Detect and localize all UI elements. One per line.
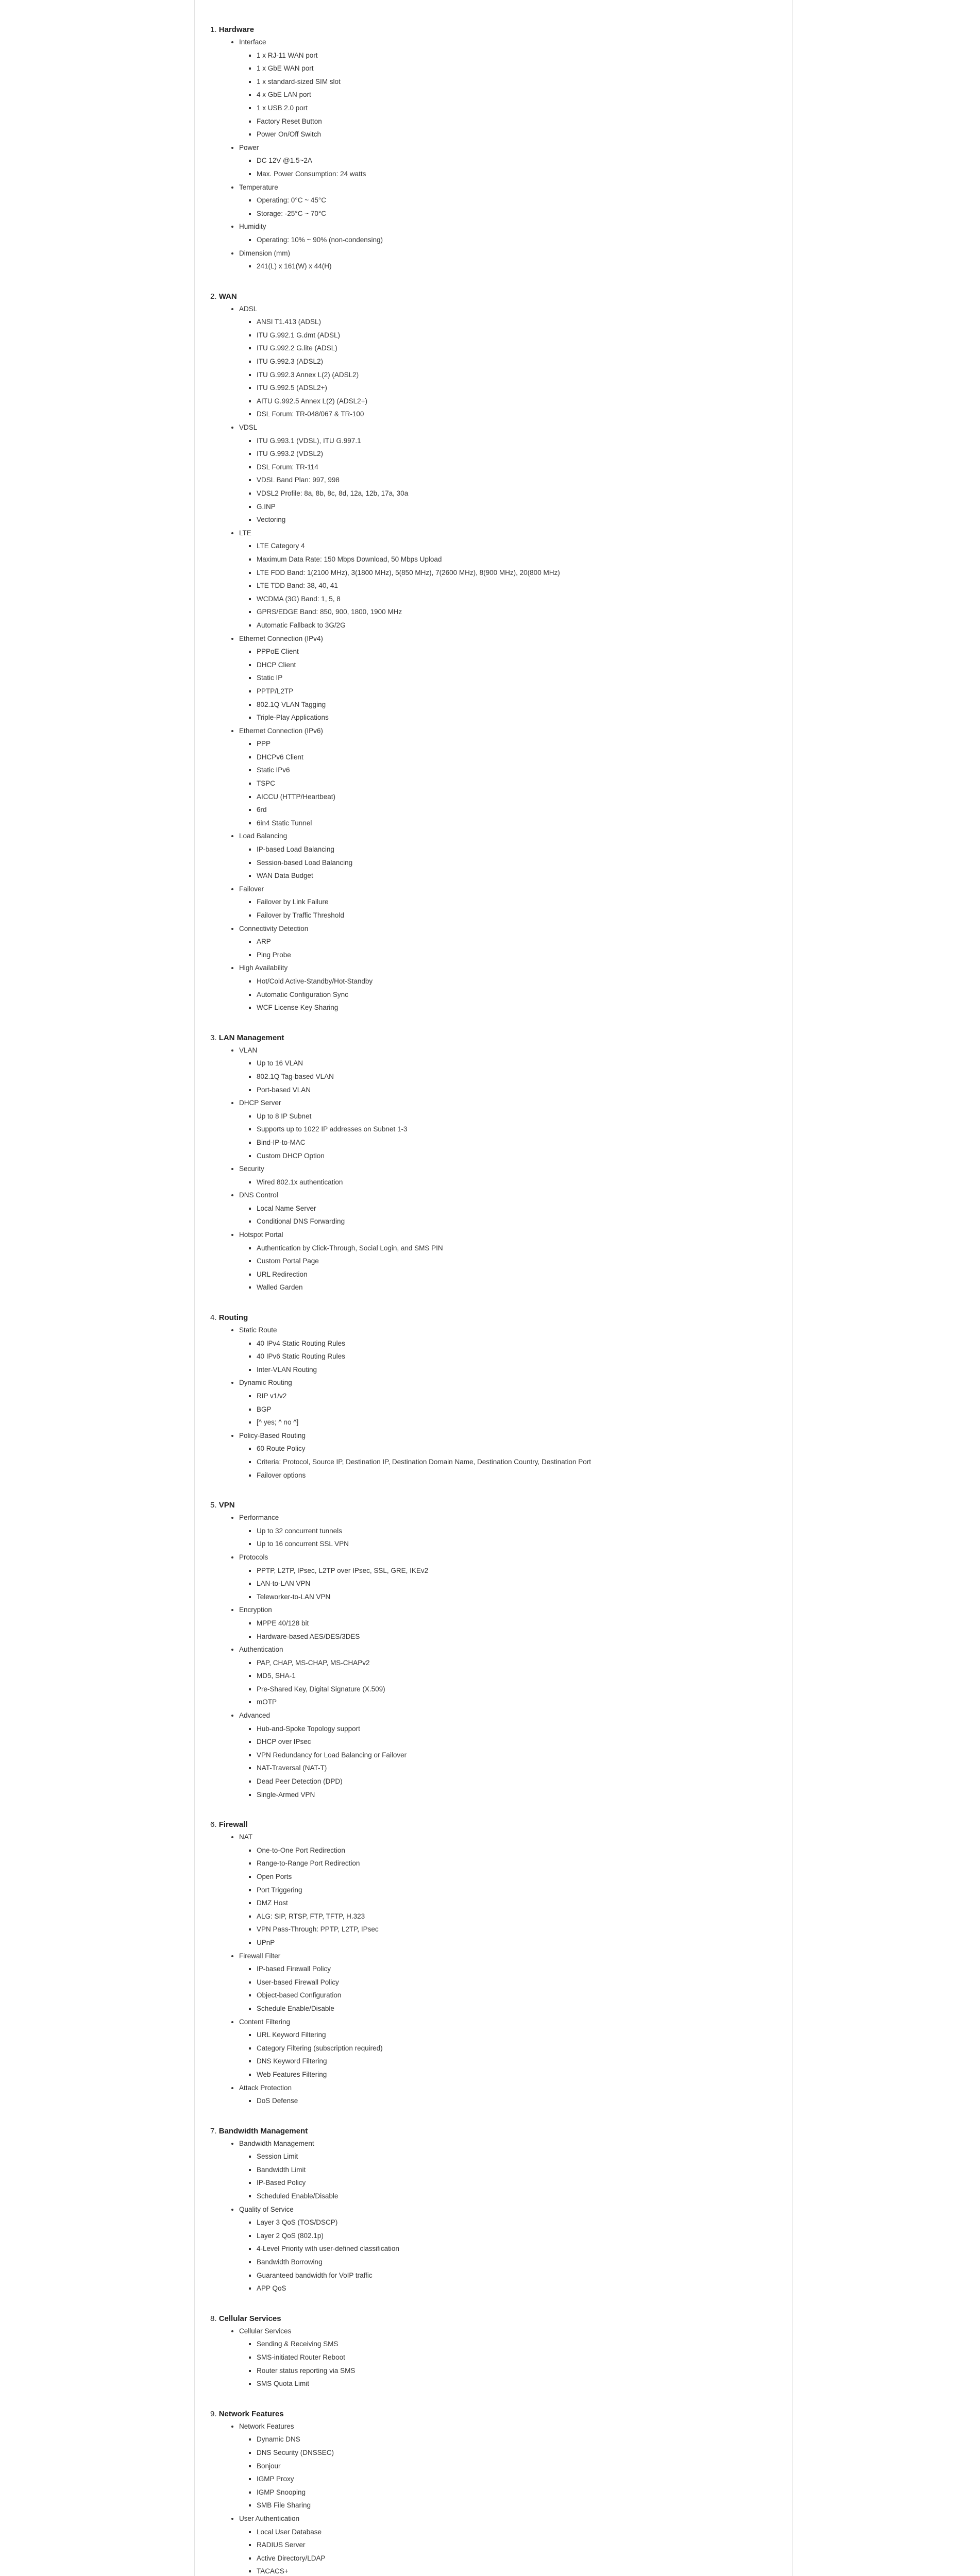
feature-item: ▪ Vectoring xyxy=(257,513,777,527)
feature-list xyxy=(239,1110,777,1162)
feature-item: ▪ SMB File Sharing xyxy=(257,2499,777,2512)
category-list xyxy=(210,36,777,273)
category-item xyxy=(239,220,777,246)
spec-section xyxy=(210,1499,777,1801)
feature-item: ▪ Local User Database xyxy=(257,2526,777,2539)
category-label: NAT xyxy=(239,1833,252,1841)
feature-item: ▪ NAT-Traversal (NAT-T) xyxy=(257,1761,777,1775)
feature-item: ▪ BGP xyxy=(257,1403,777,1416)
category-label: Policy-Based Routing xyxy=(239,1431,306,1439)
feature-list xyxy=(239,194,777,220)
category-item xyxy=(239,2137,777,2203)
section-title: Firewall xyxy=(218,1820,248,1829)
section-title: VPN xyxy=(218,1501,235,1510)
category-item xyxy=(239,1429,777,1482)
spec-section xyxy=(210,2313,777,2391)
feature-item: ▪ Session Limit xyxy=(257,2150,777,2163)
category-label: Failover xyxy=(239,885,264,893)
feature-item: ▪ Router status reporting via SMS xyxy=(257,2364,777,2378)
feature-item: ▪ Open Ports xyxy=(257,1870,777,1884)
category-label: Quality of Service xyxy=(239,2205,294,2213)
feature-item: ▪ Layer 3 QoS (TOS/DSCP) xyxy=(257,2216,777,2229)
feature-item: ▪ DHCP Client xyxy=(257,658,777,672)
feature-item: ▪ Ping Probe xyxy=(257,948,777,962)
category-label: Protocols xyxy=(239,1553,268,1561)
feature-item: ▪ IP-based Firewall Policy xyxy=(257,1962,777,1976)
feature-item: ▪ IP-Based Policy xyxy=(257,2176,777,2190)
feature-list xyxy=(239,2216,777,2295)
category-item xyxy=(239,1511,777,1551)
feature-item: ▪ Bonjour xyxy=(257,2460,777,2473)
feature-list xyxy=(239,1176,777,1189)
feature-item: ▪ Failover options xyxy=(257,1469,777,1482)
category-list xyxy=(210,1044,777,1294)
feature-item: ▪ User-based Firewall Policy xyxy=(257,1976,777,1989)
feature-item: ▪ ITU G.992.5 (ADSL2+) xyxy=(257,381,777,395)
feature-list xyxy=(239,2433,777,2512)
feature-item: ▪ ITU G.993.2 (VDSL2) xyxy=(257,447,777,461)
section-title: Hardware xyxy=(218,25,255,34)
feature-list xyxy=(239,233,777,247)
category-label: Dynamic Routing xyxy=(239,1379,292,1387)
section-title: Routing xyxy=(218,1313,248,1323)
feature-item: ▪ 1 x GbE WAN port xyxy=(257,62,777,75)
section-title: LAN Management xyxy=(218,1033,284,1042)
feature-item: ▪ Walled Garden xyxy=(257,1281,777,1294)
feature-item: ▪ VDSL2 Profile: 8a, 8b, 8c, 8d, 12a, 12b, 17a, 30a xyxy=(257,487,777,500)
section-heading xyxy=(210,2408,777,2420)
feature-item: ▪ Triple-Play Applications xyxy=(257,711,777,724)
feature-item: ▪ DNS Security (DNSSEC) xyxy=(257,2446,777,2460)
feature-item: ▪ TSPC xyxy=(257,777,777,790)
category-item xyxy=(239,2015,777,2081)
section-number: 5. xyxy=(210,1501,217,1510)
spec-section xyxy=(210,291,777,1014)
section-title: WAN xyxy=(218,292,237,301)
category-item xyxy=(239,2325,777,2391)
feature-item: ▪ Static IPv6 xyxy=(257,764,777,777)
feature-item: ▪ Max. Power Consumption: 24 watts xyxy=(257,167,777,181)
category-item xyxy=(239,1950,777,2015)
feature-item: ▪ Sending & Receiving SMS xyxy=(257,2337,777,2351)
feature-item: ▪ One-to-One Port Redirection xyxy=(257,1844,777,1857)
feature-item: ▪ Bind-IP-to-MAC xyxy=(257,1136,777,1149)
feature-list xyxy=(239,1057,777,1096)
feature-list xyxy=(239,1962,777,2015)
feature-list xyxy=(239,935,777,961)
section-number: 8. xyxy=(210,2314,217,2323)
feature-item: ▪ Maximum Data Rate: 150 Mbps Download, 50 Mbps Upload xyxy=(257,553,777,566)
feature-item: ▪ DMZ Host xyxy=(257,1896,777,1910)
category-list xyxy=(210,1324,777,1482)
section-heading xyxy=(210,24,777,36)
feature-item: ▪ SMS-initiated Router Reboot xyxy=(257,2351,777,2364)
section-number: 1. xyxy=(210,25,217,34)
category-label: Interface xyxy=(239,38,266,46)
section-title: Cellular Services xyxy=(218,2314,281,2323)
category-item xyxy=(239,421,777,527)
category-item xyxy=(239,302,777,421)
feature-item: ▪ 802.1Q Tag-based VLAN xyxy=(257,1070,777,1083)
feature-item: ▪ Storage: -25°C ~ 70°C xyxy=(257,207,777,221)
feature-list xyxy=(239,737,777,829)
feature-item: ▪ Bandwidth Borrowing xyxy=(257,2256,777,2269)
feature-item: ▪ WAN Data Budget xyxy=(257,869,777,883)
feature-list xyxy=(239,2150,777,2202)
category-item xyxy=(239,1324,777,1376)
feature-item: ▪ LTE Category 4 xyxy=(257,539,777,553)
spec-section xyxy=(210,1032,777,1294)
section-heading xyxy=(210,1032,777,1044)
feature-item: ▪ WCDMA (3G) Band: 1, 5, 8 xyxy=(257,592,777,606)
category-label: Cellular Services xyxy=(239,2327,292,2335)
feature-item: ▪ Conditional DNS Forwarding xyxy=(257,1215,777,1228)
category-item xyxy=(239,1044,777,1096)
feature-item: ▪ PPPoE Client xyxy=(257,645,777,658)
feature-item: ▪ 1 x USB 2.0 port xyxy=(257,101,777,115)
feature-item: ▪ Session-based Load Balancing xyxy=(257,856,777,870)
section-heading xyxy=(210,1499,777,1511)
category-label: User Authentication xyxy=(239,2514,300,2522)
feature-item: ▪ URL Redirection xyxy=(257,1268,777,1281)
feature-item: ▪ Up to 16 VLAN xyxy=(257,1057,777,1070)
feature-list xyxy=(239,2094,777,2108)
category-item xyxy=(239,1162,777,1189)
feature-item: ▪ RIP v1/v2 xyxy=(257,1389,777,1403)
feature-item: ▪ DHCP over IPsec xyxy=(257,1735,777,1749)
category-label: Connectivity Detection xyxy=(239,924,309,933)
spec-section xyxy=(210,24,777,273)
feature-item: ▪ DHCPv6 Client xyxy=(257,751,777,764)
feature-list xyxy=(239,1337,777,1377)
category-label: Static Route xyxy=(239,1326,277,1334)
category-item xyxy=(239,632,777,724)
feature-item: ▪ VPN Pass-Through: PPTP, L2TP, IPsec xyxy=(257,1923,777,1936)
feature-item: ▪ 4-Level Priority with user-defined classification xyxy=(257,2242,777,2256)
feature-item: ▪ ALG: SIP, RTSP, FTP, TFTP, H.323 xyxy=(257,1910,777,1923)
feature-item: ▪ PAP, CHAP, MS-CHAP, MS-CHAPv2 xyxy=(257,1656,777,1670)
category-item xyxy=(239,527,777,632)
category-label: Firewall Filter xyxy=(239,1952,281,1960)
feature-item: ▪ PPP xyxy=(257,737,777,751)
feature-list xyxy=(239,1242,777,1294)
feature-item: ▪ Local Name Server xyxy=(257,1202,777,1215)
category-label: Advanced xyxy=(239,1711,271,1720)
feature-list xyxy=(239,2337,777,2390)
feature-item: ▪ Custom Portal Page xyxy=(257,1255,777,1268)
feature-item: ▪ Range-to-Range Port Redirection xyxy=(257,1857,777,1870)
feature-item: ▪ IGMP Proxy xyxy=(257,2472,777,2486)
feature-item: ▪ Hardware-based AES/DES/3DES xyxy=(257,1630,777,1643)
feature-item: ▪ Object-based Configuration xyxy=(257,1989,777,2002)
feature-item: ▪ [^ yes; ^ no ^] xyxy=(257,1416,777,1429)
category-list xyxy=(210,2137,777,2295)
category-label: DNS Control xyxy=(239,1191,278,1199)
feature-list xyxy=(239,975,777,1014)
feature-item: ▪ Failover by Link Failure xyxy=(257,895,777,909)
category-label: High Availability xyxy=(239,964,288,972)
feature-list xyxy=(239,1656,777,1709)
category-label: Attack Protection xyxy=(239,2083,292,2092)
section-title: Bandwidth Management xyxy=(218,2126,308,2136)
category-item xyxy=(239,829,777,882)
feature-list xyxy=(239,843,777,883)
feature-item: ▪ AITU G.992.5 Annex L(2) (ADSL2+) xyxy=(257,395,777,408)
feature-item: ▪ 6in4 Static Tunnel xyxy=(257,817,777,830)
feature-item: ▪ Web Features Filtering xyxy=(257,2068,777,2081)
feature-item: ▪ Operating: 0°C ~ 45°C xyxy=(257,194,777,207)
feature-list xyxy=(239,645,777,724)
feature-item: ▪ TACACS+ xyxy=(257,2565,777,2576)
spec-section xyxy=(210,1312,777,1482)
feature-list xyxy=(239,154,777,180)
feature-item: ▪ Guaranteed bandwidth for VoIP traffic xyxy=(257,2269,777,2282)
section-heading xyxy=(210,1819,777,1831)
section-number: 9. xyxy=(210,2409,217,2418)
feature-item: ▪ IGMP Snooping xyxy=(257,2486,777,2499)
feature-item: ▪ URL Keyword Filtering xyxy=(257,2028,777,2042)
feature-list xyxy=(239,1389,777,1429)
feature-item: ▪ 1 x RJ-11 WAN port xyxy=(257,49,777,62)
category-label: Dimension (mm) xyxy=(239,249,291,257)
feature-list xyxy=(239,1617,777,1643)
feature-item: ▪ MPPE 40/128 bit xyxy=(257,1617,777,1630)
feature-list xyxy=(239,1202,777,1228)
feature-item: ▪ LAN-to-LAN VPN xyxy=(257,1577,777,1590)
category-item xyxy=(239,883,777,922)
category-label: Bandwidth Management xyxy=(239,2139,314,2147)
spec-list xyxy=(210,24,777,2576)
feature-list xyxy=(239,2028,777,2081)
feature-item: ▪ Inter-VLAN Routing xyxy=(257,1363,777,1377)
feature-item: ▪ ANSI T1.413 (ADSL) xyxy=(257,315,777,329)
category-list xyxy=(210,1511,777,1801)
category-item xyxy=(239,247,777,273)
feature-item: ▪ Hub-and-Spoke Topology support xyxy=(257,1722,777,1736)
feature-item: ▪ Up to 32 concurrent tunnels xyxy=(257,1524,777,1538)
feature-list xyxy=(239,895,777,922)
feature-item: ▪ MD5, SHA-1 xyxy=(257,1669,777,1683)
category-item xyxy=(239,1603,777,1643)
feature-item: ▪ PPTP/L2TP xyxy=(257,685,777,698)
category-label: Power xyxy=(239,143,259,151)
category-label: Encryption xyxy=(239,1606,272,1614)
category-label: Authentication xyxy=(239,1646,283,1654)
feature-item: ▪ Dead Peer Detection (DPD) xyxy=(257,1775,777,1788)
feature-list xyxy=(239,315,777,421)
feature-item: ▪ DSL Forum: TR-114 xyxy=(257,461,777,474)
category-item xyxy=(239,1831,777,1949)
feature-item: ▪ ITU G.992.1 G.dmt (ADSL) xyxy=(257,329,777,342)
category-item xyxy=(239,922,777,962)
feature-item: ▪ Wired 802.1x authentication xyxy=(257,1176,777,1189)
feature-item: ▪ VDSL Band Plan: 997, 998 xyxy=(257,473,777,487)
feature-item: ▪ IP-based Load Balancing xyxy=(257,843,777,856)
feature-list xyxy=(239,1722,777,1802)
category-item xyxy=(239,36,777,141)
feature-item: ▪ G.INP xyxy=(257,500,777,514)
feature-item: ▪ Category Filtering (subscription required) xyxy=(257,2042,777,2055)
section-number: 7. xyxy=(210,2126,217,2136)
feature-item: ▪ 802.1Q VLAN Tagging xyxy=(257,698,777,711)
feature-item: ▪ LTE FDD Band: 1(2100 MHz), 3(1800 MHz), 5(850 MHz), 7(2600 MHz), 8(900 MHz), 20(800 MHz) xyxy=(257,566,777,580)
feature-item: ▪ UPnP xyxy=(257,1936,777,1950)
category-label: Ethernet Connection (IPv4) xyxy=(239,634,323,642)
feature-item: ▪ Pre-Shared Key, Digital Signature (X.509) xyxy=(257,1683,777,1696)
feature-item: ▪ Factory Reset Button xyxy=(257,115,777,128)
feature-item: ▪ Bandwidth Limit xyxy=(257,2163,777,2177)
spec-section xyxy=(210,2408,777,2576)
feature-item: ▪ WCF License Key Sharing xyxy=(257,1001,777,1014)
spec-section xyxy=(210,1819,777,2107)
feature-item: ▪ GPRS/EDGE Band: 850, 900, 1800, 1900 MHz xyxy=(257,605,777,619)
category-item xyxy=(239,181,777,221)
feature-item: ▪ Layer 2 QoS (802.1p) xyxy=(257,2229,777,2243)
feature-item: ▪ DoS Defense xyxy=(257,2094,777,2108)
category-item xyxy=(239,2081,777,2108)
feature-item: ▪ Static IP xyxy=(257,671,777,685)
feature-item: ▪ Teleworker-to-LAN VPN xyxy=(257,1590,777,1604)
feature-item: ▪ Dynamic DNS xyxy=(257,2433,777,2446)
section-number: 3. xyxy=(210,1033,217,1042)
category-item xyxy=(239,2512,777,2576)
feature-item: ▪ Hot/Cold Active-Standby/Hot-Standby xyxy=(257,975,777,988)
section-heading xyxy=(210,2313,777,2325)
category-item xyxy=(239,724,777,830)
feature-item: ▪ Authentication by Click-Through, Social Login, and SMS PIN xyxy=(257,1242,777,1255)
category-label: Content Filtering xyxy=(239,2018,291,2026)
feature-item: ▪ PPTP, L2TP, IPsec, L2TP over IPsec, SSL, GRE, IKEv2 xyxy=(257,1564,777,1578)
category-list xyxy=(210,302,777,1014)
category-label: ADSL xyxy=(239,304,258,313)
feature-item: ▪ 60 Route Policy xyxy=(257,1442,777,1455)
category-item xyxy=(239,1228,777,1294)
feature-item: ▪ 4 x GbE LAN port xyxy=(257,88,777,101)
section-title: Network Features xyxy=(218,2409,284,2418)
feature-item: ▪ Up to 16 concurrent SSL VPN xyxy=(257,1537,777,1551)
feature-item: ▪ DC 12V @1.5~2A xyxy=(257,154,777,167)
feature-list xyxy=(239,434,777,527)
category-item xyxy=(239,1096,777,1162)
feature-item: ▪ Up to 8 IP Subnet xyxy=(257,1110,777,1123)
category-item xyxy=(239,2420,777,2512)
category-label: Hotspot Portal xyxy=(239,1231,283,1239)
section-heading xyxy=(210,1312,777,1324)
feature-item: ▪ DSL Forum: TR-048/067 & TR-100 xyxy=(257,408,777,421)
feature-item: ▪ 1 x standard-sized SIM slot xyxy=(257,75,777,89)
feature-item: ▪ mOTP xyxy=(257,1696,777,1709)
feature-list xyxy=(239,49,777,141)
category-label: Network Features xyxy=(239,2422,294,2430)
feature-item: ▪ AICCU (HTTP/Heartbeat) xyxy=(257,790,777,804)
feature-item: ▪ Scheduled Enable/Disable xyxy=(257,2190,777,2203)
feature-list xyxy=(239,2526,777,2576)
feature-item: ▪ RADIUS Server xyxy=(257,2538,777,2552)
category-item xyxy=(239,141,777,181)
category-item xyxy=(239,2203,777,2295)
feature-item: ▪ 241(L) x 161(W) x 44(H) xyxy=(257,260,777,273)
category-list xyxy=(210,2325,777,2391)
feature-item: ▪ Custom DHCP Option xyxy=(257,1149,777,1163)
category-item xyxy=(239,1189,777,1228)
section-heading xyxy=(210,2125,777,2137)
category-label: Security xyxy=(239,1165,264,1173)
feature-list xyxy=(239,1442,777,1482)
feature-item: ▪ 40 IPv4 Static Routing Rules xyxy=(257,1337,777,1350)
category-list xyxy=(210,1831,777,2107)
feature-list xyxy=(239,1524,777,1551)
category-label: Temperature xyxy=(239,183,278,191)
feature-item: ▪ VPN Redundancy for Load Balancing or Failover xyxy=(257,1749,777,1762)
category-label: Performance xyxy=(239,1514,279,1522)
feature-list xyxy=(239,260,777,273)
category-label: LTE xyxy=(239,529,251,537)
feature-item: ▪ ITU G.993.1 (VDSL), ITU G.997.1 xyxy=(257,434,777,448)
feature-item: ▪ ARP xyxy=(257,935,777,948)
feature-item: ▪ DNS Keyword Filtering xyxy=(257,2055,777,2068)
category-item xyxy=(239,1643,777,1709)
feature-item: ▪ Automatic Configuration Sync xyxy=(257,988,777,1002)
feature-item: ▪ 6rd xyxy=(257,803,777,817)
section-number: 6. xyxy=(210,1820,217,1829)
feature-item: ▪ SMS Quota Limit xyxy=(257,2377,777,2391)
category-item xyxy=(239,1551,777,1603)
category-label: VDSL xyxy=(239,423,258,432)
spec-section xyxy=(210,2125,777,2295)
feature-item: ▪ Operating: 10% ~ 90% (non-condensing) xyxy=(257,233,777,247)
feature-item: ▪ Port-based VLAN xyxy=(257,1083,777,1097)
category-label: Ethernet Connection (IPv6) xyxy=(239,726,323,735)
feature-list xyxy=(239,1844,777,1950)
feature-item: ▪ Port Triggering xyxy=(257,1884,777,1897)
feature-item: ▪ Active Directory/LDAP xyxy=(257,2552,777,2565)
feature-item: ▪ Supports up to 1022 IP addresses on Subnet 1-3 xyxy=(257,1123,777,1136)
feature-item: ▪ Schedule Enable/Disable xyxy=(257,2002,777,2015)
category-item xyxy=(239,1709,777,1801)
feature-item: ▪ ITU G.992.2 G.lite (ADSL) xyxy=(257,342,777,355)
category-label: Load Balancing xyxy=(239,832,288,840)
feature-item: ▪ Single-Armed VPN xyxy=(257,1788,777,1802)
section-heading xyxy=(210,291,777,302)
feature-item: ▪ Criteria: Protocol, Source IP, Destination IP, Destination Domain Name, Destination Country, Destination Port xyxy=(257,1455,777,1469)
feature-list xyxy=(239,1564,777,1604)
feature-item: ▪ ITU G.992.3 (ADSL2) xyxy=(257,355,777,368)
feature-list xyxy=(239,539,777,632)
feature-item: ▪ APP QoS xyxy=(257,2282,777,2295)
feature-item: ▪ Failover by Traffic Threshold xyxy=(257,909,777,922)
category-label: VLAN xyxy=(239,1046,258,1054)
feature-item: ▪ Automatic Fallback to 3G/2G xyxy=(257,619,777,632)
category-item xyxy=(239,961,777,1014)
feature-item: ▪ ITU G.992.3 Annex L(2) (ADSL2) xyxy=(257,368,777,382)
feature-item: ▪ LTE TDD Band: 38, 40, 41 xyxy=(257,579,777,592)
category-label: DHCP Server xyxy=(239,1099,281,1107)
category-label: Humidity xyxy=(239,223,266,231)
category-item xyxy=(239,1376,777,1429)
feature-item: ▪ 40 IPv6 Static Routing Rules xyxy=(257,1350,777,1363)
feature-item: ▪ Power On/Off Switch xyxy=(257,128,777,141)
category-list xyxy=(210,2420,777,2576)
section-number: 2. xyxy=(210,292,217,301)
section-number: 4. xyxy=(210,1313,217,1323)
